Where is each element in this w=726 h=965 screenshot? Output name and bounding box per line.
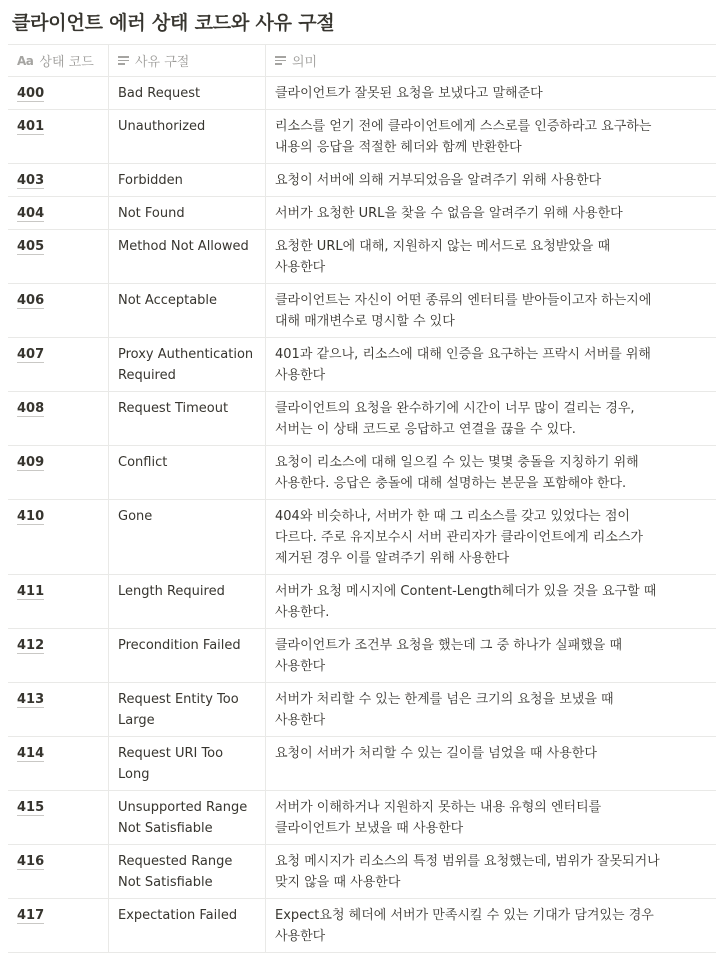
table-row[interactable] [8,500,716,575]
status-code-link[interactable]: 401 [17,119,45,134]
status-code-link[interactable]: 410 [17,509,45,524]
meaning-cell[interactable]: 서버가 요청한 URL을 찾을 수 없음을 알려주기 위해 사용한다 [275,206,623,221]
meaning-cell[interactable]: 서버가 요청 메시지에 Content-Length헤더가 있을 것을 요구할 때 사용한다. [275,584,657,620]
table-row[interactable] [8,845,716,899]
status-code-cell[interactable] [8,164,109,196]
table-header-row [8,44,716,77]
reason-phrase-cell[interactable]: Length Required [109,575,266,628]
reason-phrase-cell[interactable]: Requested Range Not Satisfiable [109,845,266,898]
table-row[interactable] [8,110,716,164]
column-header-label: 사유 구절 [135,55,190,70]
status-code-cell[interactable] [8,110,109,163]
column-header-meaning[interactable] [266,45,716,76]
status-code-link[interactable]: 406 [17,293,45,308]
status-code-cell[interactable] [8,845,109,898]
meaning-cell[interactable]: 서버가 이해하거나 지원하지 못하는 내용 유형의 엔터티를 클라이언트가 보냈을 때 사용한다 [275,800,602,836]
status-code-link[interactable]: 411 [17,584,45,599]
title-property-icon: Aa [17,53,34,68]
status-code-cell[interactable] [8,392,109,445]
reason-phrase-cell[interactable]: Conflict [109,446,266,499]
meaning-cell[interactable]: 클라이언트가 조건부 요청을 했는데 그 중 하나가 실패했을 때 사용한다 [275,638,623,674]
status-code-table [8,44,716,953]
status-code-cell[interactable] [8,230,109,283]
status-code-link[interactable]: 403 [17,173,45,188]
text-property-icon [118,56,129,65]
status-code-link[interactable]: 416 [17,854,45,869]
meaning-cell[interactable]: 클라이언트는 자신이 어떤 종류의 엔터티를 받아들이고자 하는지에 대해 매개변수로 명시할 수 있다 [275,293,652,329]
meaning-cell[interactable]: 클라이언트가 잘못된 요청을 보냈다고 말해준다 [275,86,543,101]
column-header-reason[interactable] [109,45,266,76]
reason-phrase-cell[interactable]: Method Not Allowed [109,230,266,283]
table-row[interactable] [8,230,716,284]
status-code-cell[interactable] [8,338,109,391]
reason-phrase-cell[interactable]: Proxy Authentication Required [109,338,266,391]
status-code-link[interactable]: 412 [17,638,45,653]
meaning-cell[interactable]: 요청이 서버가 처리할 수 있는 길이를 넘었을 때 사용한다 [275,746,597,761]
meaning-cell[interactable]: 클라이언트의 요청을 완수하기에 시간이 너무 많이 걸리는 경우, 서버는 이 상태 코드로 응답하고 연결을 끊을 수 있다. [275,401,635,437]
meaning-cell[interactable]: 리소스를 얻기 전에 클라이언트에게 스스로를 인증하라고 요구하는 내용의 응답을 적절한 헤더와 함께 반환한다 [275,119,652,155]
status-code-cell[interactable] [8,737,109,790]
meaning-cell[interactable]: 요청한 URL에 대해, 지원하지 않는 메서드로 요청받았을 때 사용한다 [275,239,611,275]
reason-phrase-cell[interactable]: Not Acceptable [109,284,266,337]
table-row[interactable] [8,575,716,629]
meaning-cell[interactable]: 서버가 처리할 수 있는 한계를 넘은 크기의 요청을 보냈을 때 사용한다 [275,692,614,728]
meaning-cell[interactable]: 요청이 서버에 의해 거부되었음을 알려주기 위해 사용한다 [275,173,602,188]
meaning-cell[interactable]: Expect요청 헤더에 서버가 만족시킬 수 있는 기대가 담겨있는 경우 사용한다 [275,908,654,944]
reason-phrase-cell[interactable]: Request URI Too Long [109,737,266,790]
status-code-cell[interactable] [8,77,109,109]
status-code-cell[interactable] [8,791,109,844]
meaning-cell[interactable]: 요청이 리소스에 대해 일으킬 수 있는 몇몇 충돌을 지칭하기 위해 사용한다. 응답은 충돌에 대해 설명하는 본문을 포함해야 한다. [275,455,639,491]
table-body [8,77,716,953]
status-code-cell[interactable] [8,683,109,736]
status-code-cell[interactable] [8,446,109,499]
reason-phrase-cell[interactable]: Forbidden [109,164,266,196]
column-header-label: 의미 [292,55,318,70]
status-code-link[interactable]: 413 [17,692,45,707]
status-code-link[interactable]: 414 [17,746,45,761]
status-code-link[interactable]: 405 [17,239,45,254]
table-row[interactable] [8,683,716,737]
status-code-cell[interactable] [8,500,109,574]
reason-phrase-cell[interactable]: Request Entity Too Large [109,683,266,736]
reason-phrase-cell[interactable]: Unsupported Range Not Satisfiable [109,791,266,844]
table-row[interactable] [8,197,716,230]
table-row[interactable] [8,284,716,338]
reason-phrase-cell[interactable]: Precondition Failed [109,629,266,682]
table-row[interactable] [8,77,716,110]
status-code-cell[interactable] [8,197,109,229]
status-code-cell[interactable] [8,284,109,337]
page-title: 클라이언트 에러 상태 코드와 사유 구절 [12,12,335,34]
text-property-icon [275,56,286,65]
meaning-cell[interactable]: 401과 같으나, 리소스에 대해 인증을 요구하는 프락시 서버를 위해 사용한다 [275,347,651,383]
column-header-label: 상태 코드 [39,55,94,70]
reason-phrase-cell[interactable]: Request Timeout [109,392,266,445]
table-row[interactable] [8,446,716,500]
status-code-cell[interactable] [8,629,109,682]
status-code-link[interactable]: 409 [17,455,45,470]
table-row[interactable] [8,164,716,197]
reason-phrase-cell[interactable]: Gone [109,500,266,574]
status-code-link[interactable]: 417 [17,908,45,923]
meaning-cell[interactable]: 요청 메시지가 리소스의 특정 범위를 요청했는데, 범위가 잘못되거나 맞지 않을 때 사용한다 [275,854,660,890]
status-code-link[interactable]: 415 [17,800,45,815]
reason-phrase-cell[interactable]: Unauthorized [109,110,266,163]
table-row[interactable] [8,629,716,683]
status-code-link[interactable]: 408 [17,401,45,416]
reason-phrase-cell[interactable]: Bad Request [109,77,266,109]
meaning-cell[interactable]: 404와 비슷하나, 서버가 한 때 그 리소스를 갖고 있었다는 점이 다르다. 주로 유지보수시 서버 관리자가 클라이언트에게 리소스가 제거된 경우 이를 알려주기 위해 사용한다 [275,509,643,566]
status-code-cell[interactable] [8,575,109,628]
status-code-link[interactable]: 407 [17,347,45,362]
table-row[interactable] [8,392,716,446]
table-row[interactable] [8,338,716,392]
status-code-link[interactable]: 400 [17,86,45,101]
reason-phrase-cell[interactable]: Not Found [109,197,266,229]
status-code-cell[interactable] [8,899,109,952]
table-row[interactable] [8,899,716,953]
status-code-link[interactable]: 404 [17,206,45,221]
reason-phrase-cell[interactable]: Expectation Failed [109,899,266,952]
table-row[interactable] [8,791,716,845]
column-header-code[interactable] [8,45,109,76]
table-row[interactable] [8,737,716,791]
